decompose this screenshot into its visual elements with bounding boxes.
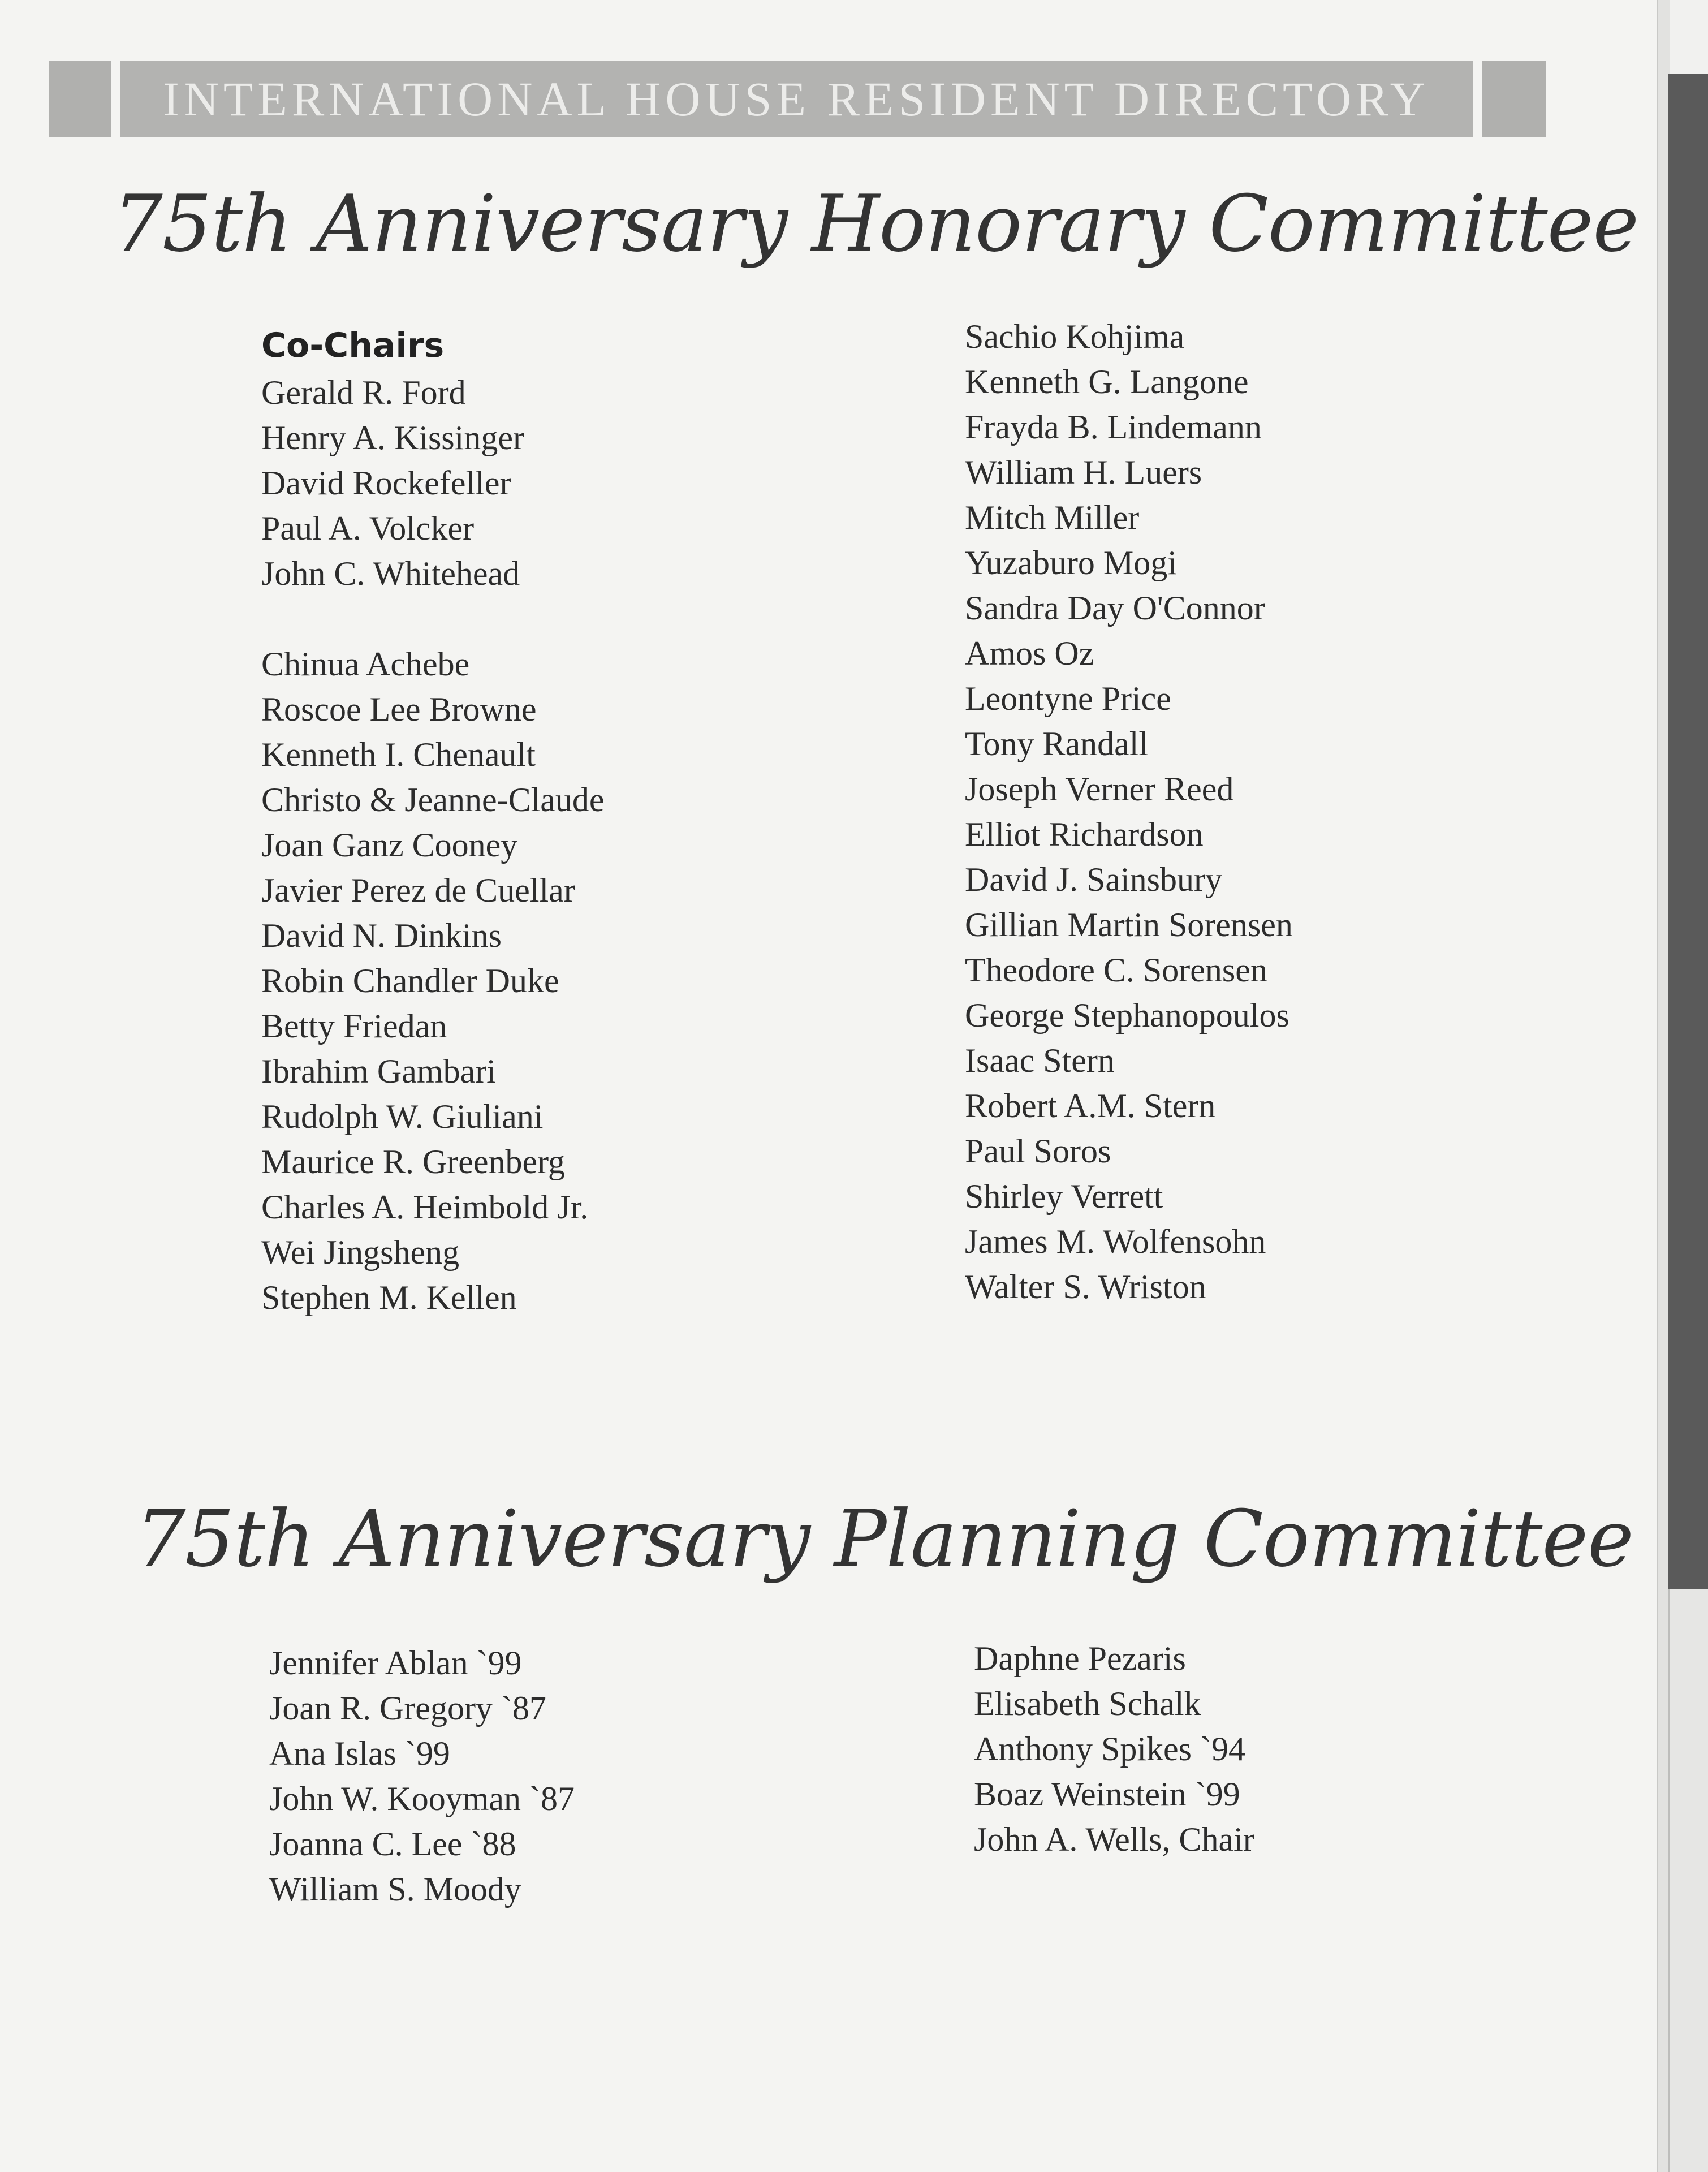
honorary-right-column (965, 314, 1293, 1309)
member-name: Isaac Stern (965, 1042, 1115, 1079)
list-spacer (261, 596, 605, 641)
member-name: Maurice R. Greenberg (261, 1143, 566, 1180)
planning-committee-title: 75th Anniversary Planning Committee (136, 1493, 1633, 1584)
header-band-text: INTERNATIONAL HOUSE RESIDENT DIRECTORY (163, 72, 1430, 126)
member-name: Tony Randall (965, 725, 1149, 762)
header-band (120, 61, 1473, 137)
member-name: Ana Islas `99 (269, 1735, 450, 1772)
member-name: William S. Moody (269, 1871, 521, 1908)
honorary-left-column (261, 321, 605, 1320)
member-name: Elisabeth Schalk (974, 1685, 1201, 1722)
member-name: Wei Jingsheng (261, 1234, 460, 1271)
member-name: David N. Dinkins (261, 917, 502, 954)
planning-right-column (974, 1636, 1254, 1862)
member-name: Charles A. Heimbold Jr. (261, 1188, 589, 1226)
member-name: Joan R. Gregory `87 (269, 1690, 546, 1727)
cochair-name: Henry A. Kissinger (261, 419, 524, 456)
planning-left-column (269, 1640, 575, 1912)
member-name: Elliot Richardson (965, 816, 1204, 853)
member-name: Stephen M. Kellen (261, 1279, 517, 1316)
member-name: Boaz Weinstein `99 (974, 1775, 1240, 1813)
member-name: Kenneth G. Langone (965, 363, 1249, 400)
member-name: Jennifer Ablan `99 (269, 1644, 522, 1682)
member-name: Javier Perez de Cuellar (261, 872, 575, 909)
member-name: Paul Soros (965, 1132, 1111, 1170)
member-name: James M. Wolfensohn (965, 1223, 1266, 1260)
member-name: Sandra Day O'Connor (965, 589, 1265, 627)
header-band-right (1482, 61, 1546, 137)
member-name: Christo & Jeanne-Claude (261, 781, 605, 818)
member-name: Ibrahim Gambari (261, 1053, 496, 1090)
member-name: Betty Friedan (261, 1007, 447, 1045)
member-name: Sachio Kohjima (965, 318, 1185, 355)
member-name: Gillian Martin Sorensen (965, 906, 1293, 943)
member-name: Frayda B. Lindemann (965, 408, 1262, 446)
cochair-name: Paul A. Volcker (261, 510, 475, 547)
page-edge-light (1668, 1589, 1708, 2172)
cochair-name: Gerald R. Ford (261, 374, 466, 411)
honorary-committee-title: 75th Anniversary Honorary Committee (113, 178, 1639, 269)
member-name: Yuzaburo Mogi (965, 544, 1177, 581)
member-name: John A. Wells, Chair (974, 1821, 1254, 1858)
member-name: William H. Luers (965, 454, 1202, 491)
member-name: Robert A.M. Stern (965, 1087, 1216, 1124)
member-name: Anthony Spikes `94 (974, 1730, 1245, 1768)
cochair-name: John C. Whitehead (261, 555, 520, 592)
member-name: Joan Ganz Cooney (261, 826, 518, 864)
member-name: Rudolph W. Giuliani (261, 1098, 544, 1135)
member-name: Joanna C. Lee `88 (269, 1825, 516, 1863)
member-name: Mitch Miller (965, 499, 1140, 536)
header-band-left (49, 61, 111, 137)
member-name: George Stephanopoulos (965, 997, 1289, 1034)
member-name: Daphne Pezaris (974, 1640, 1186, 1677)
cochairs-heading: Co-Chairs (261, 326, 445, 365)
member-name: Robin Chandler Duke (261, 962, 559, 999)
member-name: Roscoe Lee Browne (261, 691, 537, 728)
member-name: Theodore C. Sorensen (965, 951, 1267, 989)
member-name: John W. Kooyman `87 (269, 1780, 575, 1817)
member-name: Joseph Verner Reed (965, 770, 1234, 808)
member-name: Kenneth I. Chenault (261, 736, 536, 773)
member-name: David J. Sainsbury (965, 861, 1222, 898)
member-name: Chinua Achebe (261, 645, 470, 683)
page-edge (1657, 0, 1670, 2172)
cochair-name: David Rockefeller (261, 464, 511, 502)
member-name: Shirley Verrett (965, 1178, 1163, 1215)
member-name: Walter S. Wriston (965, 1268, 1206, 1305)
member-name: Leontyne Price (965, 680, 1171, 717)
member-name: Amos Oz (965, 635, 1094, 672)
page-edge-dark (1668, 74, 1708, 1589)
